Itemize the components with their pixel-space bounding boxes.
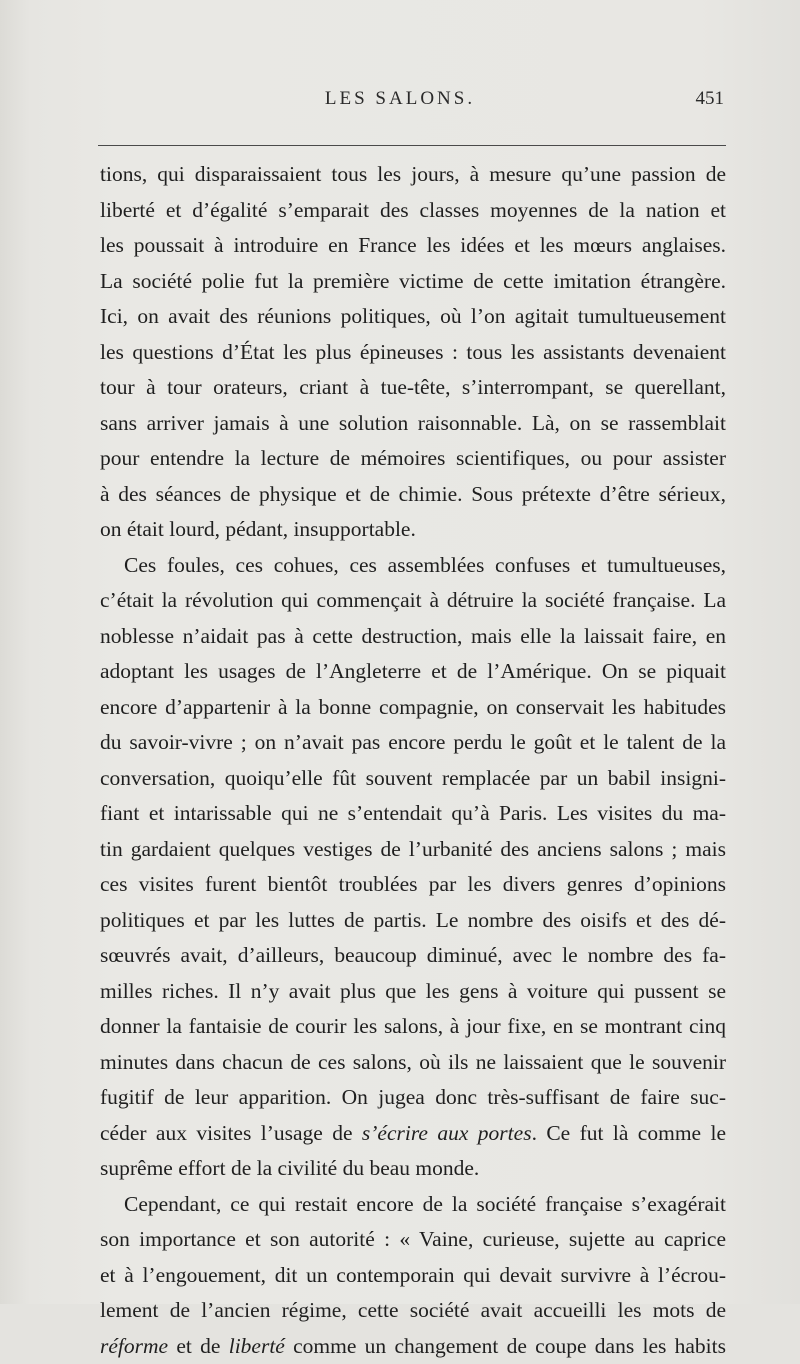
- body-text: [100, 157, 726, 1364]
- text-line: fiant et intarissable qui ne s’entendait qu’à Paris. Les visites du ma-: [100, 796, 726, 832]
- paragraph-start-line: Cependant, ce qui restait encore de la société française s’exagérait: [100, 1187, 726, 1223]
- italic-word: liberté: [229, 1334, 285, 1358]
- italic-phrase: s’écrire aux portes: [362, 1121, 532, 1145]
- text-line: à des séances de physique et de chimie. Sous prétexte d’être sérieux,: [100, 477, 726, 513]
- text-line: adoptant les usages de l’Angleterre et de l’Amérique. On se piquait: [100, 654, 726, 690]
- text-line: du savoir-vivre ; on n’avait pas encore perdu le goût et le talent de la: [100, 725, 726, 761]
- line-text-before: céder aux visites l’usage de: [100, 1121, 362, 1145]
- line-text-after: . Ce fut là comme le: [532, 1121, 726, 1145]
- text-line: encore d’appartenir à la bonne compagnie, on conservait les habitudes: [100, 690, 726, 726]
- line-text-middle: et de: [168, 1334, 229, 1358]
- text-line: les poussait à introduire en France les idées et les mœurs anglaises.: [100, 228, 726, 264]
- text-line: minutes dans chacun de ces salons, où ils ne laissaient que le souvenir: [100, 1045, 726, 1081]
- line-text-after: comme un changement de coupe dans les habits: [285, 1334, 726, 1358]
- text-line: on était lourd, pédant, insupportable.: [100, 512, 726, 548]
- text-line: donner la fantaisie de courir les salons, à jour fixe, en se montrant cinq: [100, 1009, 726, 1045]
- text-line: Ici, on avait des réunions politiques, où l’on agitait tumultueusement: [100, 299, 726, 335]
- italic-word: réforme: [100, 1334, 168, 1358]
- text-line: fugitif de leur apparition. On jugea donc très-suffisant de faire suc-: [100, 1080, 726, 1116]
- text-line: conversation, quoiqu’elle fût souvent remplacée par un babil insigni-: [100, 761, 726, 797]
- text-line: La société polie fut la première victime de cette imitation étrangère.: [100, 264, 726, 300]
- text-line: sans arriver jamais à une solution raisonnable. Là, on se rassemblait: [100, 406, 726, 442]
- header-rule: [98, 145, 726, 146]
- text-line: les questions d’État les plus épineuses : tous les assistants devenaient: [100, 335, 726, 371]
- text-line: et à l’engouement, dit un contemporain qui devait survivre à l’écrou-: [100, 1258, 726, 1294]
- text-line: liberté et d’égalité s’emparait des classes moyennes de la nation et: [100, 193, 726, 229]
- text-line: tin gardaient quelques vestiges de l’urbanité des anciens salons ; mais: [100, 832, 726, 868]
- text-line: tour à tour orateurs, criant à tue-tête, s’interrompant, se querellant,: [100, 370, 726, 406]
- text-line: ces visites furent bientôt troublées par les divers genres d’opinions: [100, 867, 726, 903]
- running-head: [0, 88, 800, 118]
- text-line-with-italic: [100, 1116, 726, 1152]
- text-line: son importance et son autorité : « Vaine, curieuse, sujette au caprice: [100, 1222, 726, 1258]
- paragraph-start-line: Ces foules, ces cohues, ces assemblées confuses et tumultueuses,: [100, 548, 726, 584]
- page-number: 451: [640, 88, 724, 110]
- running-title: LES SALONS.: [0, 88, 800, 110]
- text-line: politiques et par les luttes de partis. Le nombre des oisifs et des dé-: [100, 903, 726, 939]
- text-line: milles riches. Il n’y avait plus que les gens à voiture qui pussent se: [100, 974, 726, 1010]
- text-line: lement de l’ancien régime, cette société avait accueilli les mots de: [100, 1293, 726, 1329]
- text-line: suprême effort de la civilité du beau monde.: [100, 1151, 726, 1187]
- text-line: c’était la révolution qui commençait à détruire la société française. La: [100, 583, 726, 619]
- text-line: sœuvrés avait, d’ailleurs, beaucoup diminué, avec le nombre des fa-: [100, 938, 726, 974]
- text-line: noblesse n’aidait pas à cette destruction, mais elle la laissait faire, en: [100, 619, 726, 655]
- text-line: pour entendre la lecture de mémoires scientifiques, ou pour assister: [100, 441, 726, 477]
- text-line-with-italic: [100, 1329, 726, 1364]
- text-line: tions, qui disparaissaient tous les jours, à mesure qu’une passion de: [100, 157, 726, 193]
